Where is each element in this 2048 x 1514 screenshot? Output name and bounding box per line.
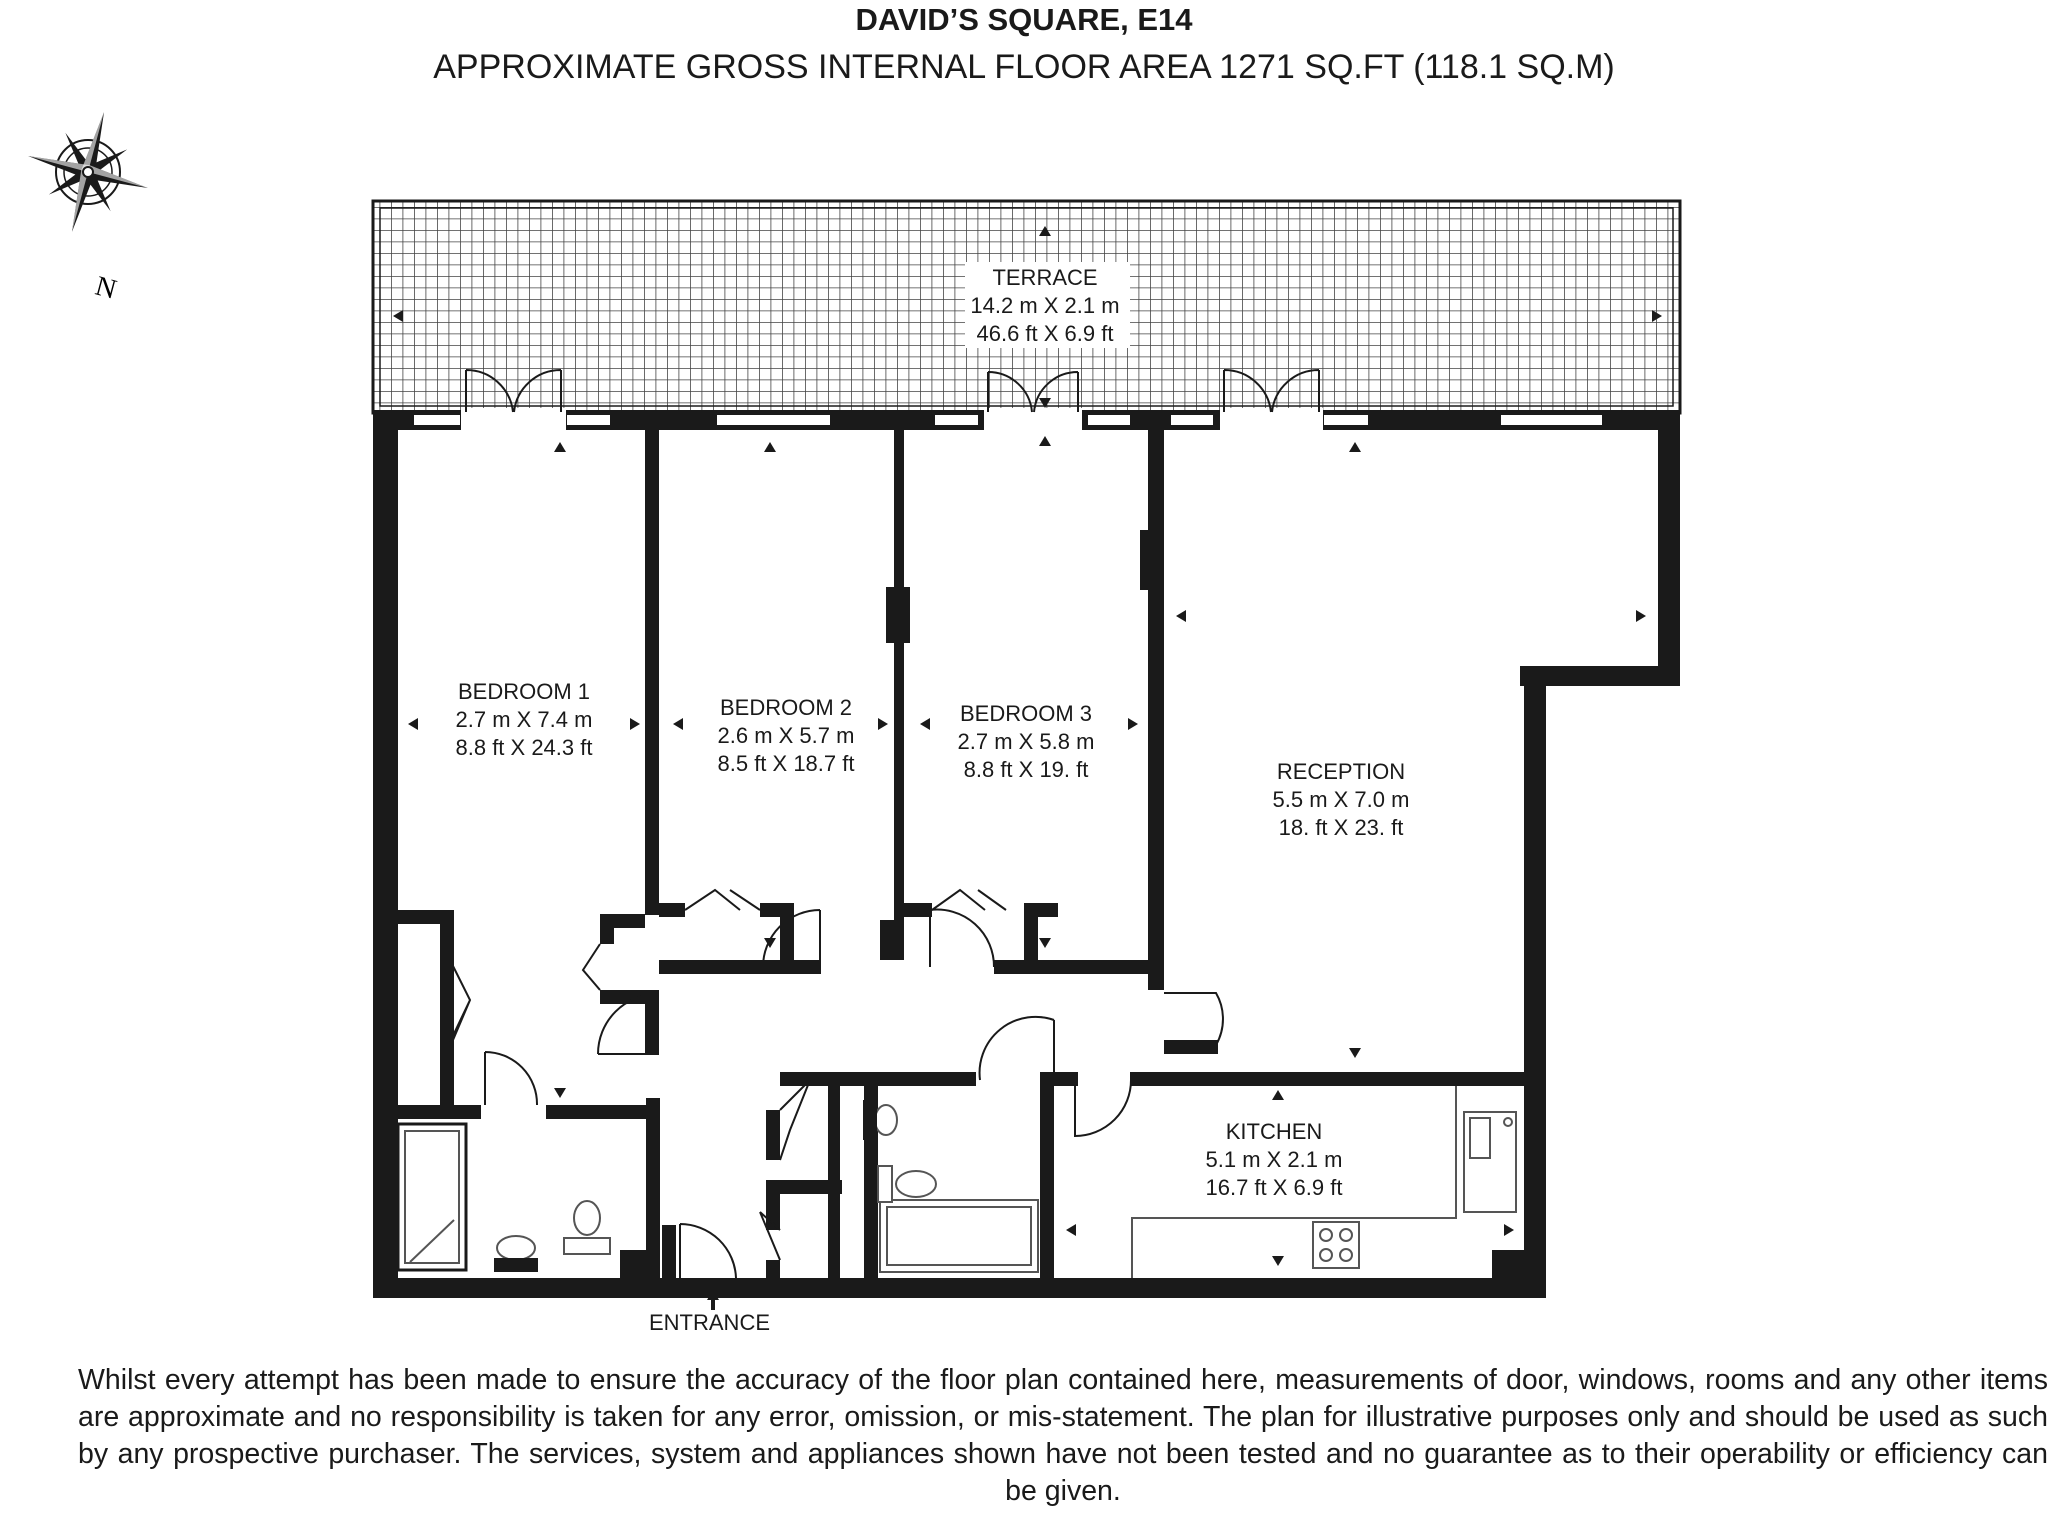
bedroom2-imperial: 8.5 ft X 18.7 ft bbox=[717, 751, 855, 776]
bedroom2-label bbox=[686, 694, 886, 778]
entrance-label: ENTRANCE bbox=[649, 1310, 771, 1335]
kitchen-metric: 5.1 m X 2.1 m bbox=[1205, 1147, 1343, 1172]
kitchen-label bbox=[1174, 1118, 1374, 1202]
bedroom1-imperial: 8.8 ft X 24.3 ft bbox=[455, 735, 593, 760]
north-label: N bbox=[92, 270, 120, 306]
bedroom3-name: BEDROOM 3 bbox=[959, 701, 1093, 726]
reception-name: RECEPTION bbox=[1276, 759, 1406, 784]
terrace-label bbox=[945, 264, 1145, 348]
bedroom3-label bbox=[926, 700, 1126, 784]
reception-label bbox=[1241, 758, 1441, 842]
bedroom1-name: BEDROOM 1 bbox=[457, 679, 591, 704]
kitchen-name: KITCHEN bbox=[1225, 1119, 1323, 1144]
terrace-name: TERRACE bbox=[992, 265, 1098, 290]
reception-metric: 5.5 m X 7.0 m bbox=[1272, 787, 1410, 812]
plan-title: DAVID’S SQUARE, E14 bbox=[855, 2, 1193, 37]
bedroom2-name: BEDROOM 2 bbox=[719, 695, 853, 720]
bedroom3-imperial: 8.8 ft X 19. ft bbox=[963, 757, 1089, 782]
terrace-metric: 14.2 m X 2.1 m bbox=[970, 293, 1120, 318]
disclaimer-text: Whilst every attempt has been made to ensure the accuracy of the floor plan contained here, measurements of door, windows, rooms and any other items are approximate and no responsibility is taken for any error, omission, or mis-statement. The plan for illustrative purposes only and should be used as such by any prospective purchaser. The services, system and appliances shown have not been tested and no guarantee as to their operability or efficiency can be given. bbox=[78, 1364, 2048, 1507]
bedroom3-metric: 2.7 m X 5.8 m bbox=[957, 729, 1095, 754]
bedroom1-metric: 2.7 m X 7.4 m bbox=[455, 707, 593, 732]
bedroom2-metric: 2.6 m X 5.7 m bbox=[717, 723, 855, 748]
bedroom1-label bbox=[424, 678, 624, 762]
reception-imperial: 18. ft X 23. ft bbox=[1278, 815, 1404, 840]
kitchen-imperial: 16.7 ft X 6.9 ft bbox=[1205, 1175, 1343, 1200]
terrace-imperial: 46.6 ft X 6.9 ft bbox=[976, 321, 1114, 346]
floor-area-subtitle: APPROXIMATE GROSS INTERNAL FLOOR AREA 1271 SQ.FT (118.1 SQ.M) bbox=[433, 48, 1615, 86]
